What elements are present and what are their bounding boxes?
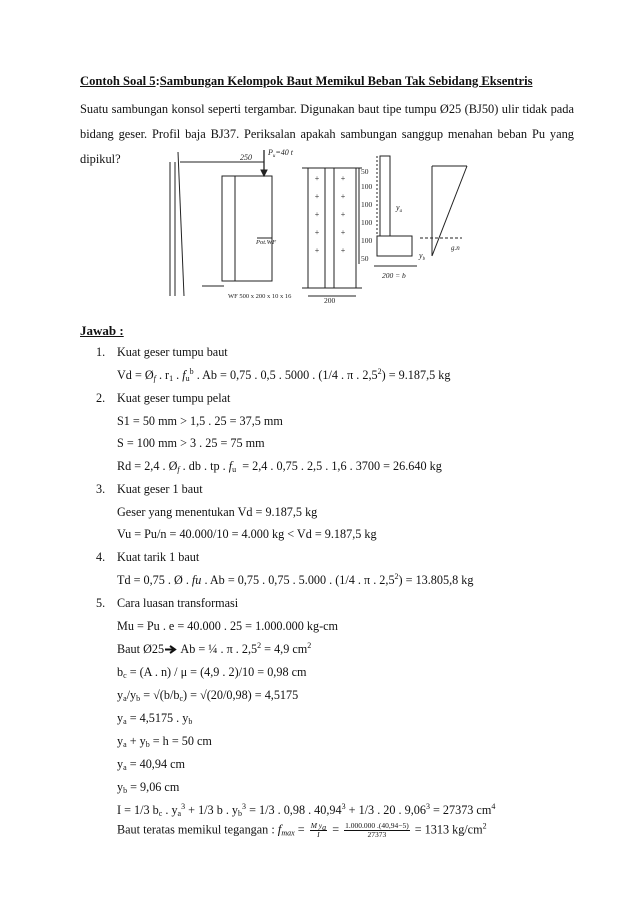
item-4-number: 4. <box>96 550 106 564</box>
title-colon: : <box>155 74 160 88</box>
svg-text:+: + <box>340 174 346 183</box>
dim-right-4: 100 <box>361 236 373 245</box>
ya-label: $y_a$ <box>396 203 403 214</box>
dim-250-label: 250 <box>240 153 252 162</box>
item-3-heading: Kuat geser 1 baut <box>117 482 203 496</box>
pot-wf-label: Pot.WF <box>256 239 277 246</box>
wf-label: WF 500 x 200 x 10 x 16 <box>228 293 292 300</box>
dim-200b-label: 200 = b <box>382 271 406 280</box>
item-2-heading: Kuat geser tumpu pelat <box>117 391 231 405</box>
item-4-heading: Kuat tarik 1 baut <box>117 550 200 564</box>
dim-right-3: 100 <box>361 218 373 227</box>
bracket-plate <box>222 176 272 281</box>
arrow-right-icon <box>165 645 177 654</box>
item-5-fmax: Baut teratas memikul tegangan : $f_{max}$ = $\frac{M y_a}{I}$ = $\frac{1.000.000 .(40,94-5)}{27373}$ = 1313 $kg/cm^2$ <box>117 821 487 840</box>
item-2-s1: S1 = 50 mm > 1,5 . 25 = 37,5 mm <box>117 414 283 428</box>
item-5-number: 5. <box>96 596 106 610</box>
item-2-number: 2. <box>96 391 106 405</box>
svg-text:+: + <box>314 174 320 183</box>
item-2-rd: Rd = 2,4 . $Ø_f$ . db . tp . $f_u = 2,4$ . 0,75 . 2,5 . 1,6 . 3700 = 26.640 kg <box>117 459 442 474</box>
svg-text:+: + <box>340 246 346 255</box>
item-3-line2: Vu = Pu/n = 40.000/10 = 4.000 kg < Vd = 9.187,5 kg <box>117 527 377 541</box>
yb-label: $y_b$ <box>419 251 426 262</box>
item-5-mu: Mu = Pu . e = 40.000 . 25 = 1.000.000 kg-cm <box>117 619 339 633</box>
item-1-number: 1. <box>96 345 106 359</box>
item-5-ratio: $y_a/y_b = √(b/b_c) = √(20/0,98) = 4,5175$ <box>117 688 299 703</box>
dim-right-0: 50 <box>361 167 369 176</box>
answer-heading: Jawab : <box>80 323 124 338</box>
item-5-inertia: I = 1/3 $b_c$ . $y_a^3 + 1/3$ b . $y_b^3 = 1/3$ . 0,98 . $40,94^3 + 1/3$ . 20 . $9,06^3 = 27373$ $cm^4$ <box>117 802 496 818</box>
svg-text:+: + <box>314 228 320 237</box>
fraction-my-over-i: $\frac{M y_a}{I}$ <box>310 821 327 840</box>
gn-label: g.n <box>451 244 460 252</box>
item-5-baut: Baut Ø25 Ab = ¼ . π . $2,5^2 = 4,9$ $cm^2$ <box>117 641 312 656</box>
item-3-number: 3. <box>96 482 106 496</box>
item-3-line1: Geser yang menentukan Vd = 9.187,5 kg <box>117 505 318 519</box>
svg-text:+: + <box>314 210 320 219</box>
svg-text:+: + <box>314 192 320 201</box>
dim-right-2: 100 <box>361 200 373 209</box>
item-1-heading: Kuat geser tumpu baut <box>117 345 228 359</box>
item-4-formula: Td = 0,75 . Ø . fu . Ab = 0,75 . 0,75 . 5.000 . (1/4 . π . $2,5^2) = 13.805,8$ kg <box>117 572 474 587</box>
pu-label: $P_u=40$ t <box>268 148 294 159</box>
title-prefix: Contoh Soal 5 <box>80 74 156 88</box>
svg-text:+: + <box>340 210 346 219</box>
svg-text:+: + <box>314 246 320 255</box>
bolt-marks <box>315 174 346 255</box>
column-line-3 <box>178 152 184 296</box>
load-arrow-head <box>261 170 267 176</box>
svg-text:+: + <box>340 228 346 237</box>
item-5-bc: $b_c = (A$ . n) / μ = (4,9 . 2)/10 = 0,98 cm <box>117 665 307 680</box>
item-5-sum: $y_a + y_b = h = 50$ cm <box>117 734 212 749</box>
dim-right-5: 50 <box>361 254 369 263</box>
svg-text:+: + <box>340 192 346 201</box>
dim-right-1: 100 <box>361 182 373 191</box>
connection-figure <box>162 146 484 304</box>
problem-statement: Suatu sambungan konsol seperti tergambar. Digunakan baut tipe tumpu Ø25 (BJ50) ulir tidak pada bidang geser. Profil baja BJ37. Periksalan apakah sambungan sanggup menahan beban Pu yang dipikul? <box>80 102 574 166</box>
dim-200-label: 200 <box>324 296 336 304</box>
fraction-numeric: $\frac{1.000.000 .(40,94-5)}{27373}$ <box>345 821 409 840</box>
item-5-yb-value: $y_b = 9,06$ cm <box>117 780 180 795</box>
title-text: Sambungan Kelompok Baut Memikul Beban Tak Sebidang Eksentris <box>159 74 533 88</box>
item-5-heading: Cara luasan transformasi <box>117 596 239 610</box>
item-5-ya: $y_a = 4,5175$ . $y_b$ <box>117 711 193 726</box>
item-5-ya-value: $y_a = 40,94$ cm <box>117 757 185 772</box>
item-2-s: S = 100 mm > 3 . 25 = 75 mm <box>117 436 265 450</box>
item-1-formula: $Vd = Ø_f$ . $r_1$ . $f_u^b$ . Ab = 0,75 . 0,5 . 5000 . (1/4 . π . $2,5^2) = 9.187,5$ kg <box>117 367 451 383</box>
problem-title <box>80 75 532 88</box>
